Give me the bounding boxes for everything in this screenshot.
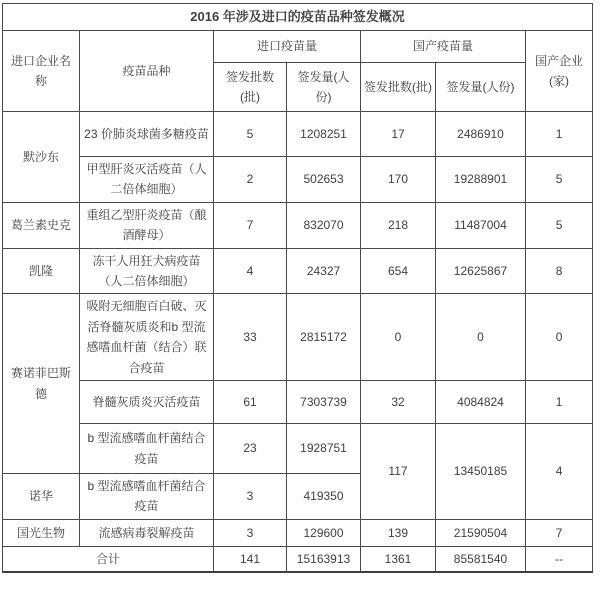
domestic-doses-cell: 4084824 (436, 381, 526, 424)
header-company: 进口企业名称 (3, 31, 80, 112)
domestic-batches-cell: 32 (361, 381, 436, 424)
header-domestic-group: 国产疫苗量 (361, 31, 526, 63)
domestic-companies-cell: 0 (526, 294, 593, 381)
domestic-companies-cell: 5 (526, 157, 593, 203)
vaccine-cell: b 型流感嗜血杆菌结合疫苗 (80, 424, 214, 474)
import-batches-cell: 61 (214, 381, 287, 424)
table-row (3, 202, 593, 248)
import-doses-cell: 832070 (287, 202, 361, 248)
total-domestic-companies-cell: -- (526, 546, 593, 572)
total-import-doses-cell: 15163913 (287, 546, 361, 572)
vaccine-cell: 23 价肺炎球菌多糖疫苗 (80, 112, 214, 157)
table-row (3, 424, 593, 474)
domestic-doses-cell: 21590504 (436, 519, 526, 546)
domestic-companies-cell: 4 (526, 424, 593, 520)
import-doses-cell: 1208251 (287, 112, 361, 157)
domestic-doses-cell: 2486910 (436, 112, 526, 157)
domestic-batches-cell: 654 (361, 248, 436, 294)
domestic-batches-cell: 218 (361, 202, 436, 248)
domestic-companies-cell: 8 (526, 248, 593, 294)
import-doses-cell: 24327 (287, 248, 361, 294)
domestic-doses-cell: 0 (436, 294, 526, 381)
domestic-companies-cell: 7 (526, 519, 593, 546)
import-doses-cell: 1928751 (287, 424, 361, 474)
company-cell: 葛兰素史克 (3, 202, 80, 248)
vaccine-issuance-table (2, 3, 593, 573)
import-doses-cell: 502653 (287, 157, 361, 203)
import-batches-cell: 23 (214, 424, 287, 474)
table-row (3, 519, 593, 546)
import-doses-cell: 419350 (287, 474, 361, 520)
title-row (3, 4, 593, 31)
header-domestic-companies: 国产企业(家) (526, 31, 593, 112)
domestic-batches-cell: 17 (361, 112, 436, 157)
vaccine-cell: b 型流感嗜血杆菌结合疫苗 (80, 474, 214, 520)
header-row-groups (3, 31, 593, 63)
table-row (3, 294, 593, 381)
domestic-doses-cell: 12625867 (436, 248, 526, 294)
table-row (3, 157, 593, 203)
header-domestic-doses: 签发量(人份) (436, 63, 526, 112)
domestic-doses-cell: 11487004 (436, 202, 526, 248)
import-doses-cell: 129600 (287, 519, 361, 546)
total-label-cell: 合计 (3, 546, 214, 572)
import-batches-cell: 5 (214, 112, 287, 157)
vaccine-cell: 吸附无细胞百白破、灭活脊髓灰质炎和b 型流感嗜血杆菌（结合）联合疫苗 (80, 294, 214, 381)
domestic-batches-cell: 0 (361, 294, 436, 381)
domestic-doses-cell: 13450185 (436, 424, 526, 520)
import-batches-cell: 33 (214, 294, 287, 381)
vaccine-cell: 流感病毒裂解疫苗 (80, 519, 214, 546)
total-domestic-doses-cell: 85581540 (436, 546, 526, 572)
header-vaccine: 疫苗品种 (80, 31, 214, 112)
vaccine-cell: 脊髓灰质炎灭活疫苗 (80, 381, 214, 424)
domestic-batches-cell: 139 (361, 519, 436, 546)
import-batches-cell: 4 (214, 248, 287, 294)
company-cell: 赛诺菲巴斯德 (3, 294, 80, 474)
table-row (3, 381, 593, 424)
import-batches-cell: 3 (214, 519, 287, 546)
vaccine-cell: 甲型肝炎灭活疫苗（人二倍体细胞） (80, 157, 214, 203)
table-row (3, 112, 593, 157)
company-cell: 凯隆 (3, 248, 80, 294)
import-doses-cell: 7303739 (287, 381, 361, 424)
company-cell: 诺华 (3, 474, 80, 520)
total-domestic-batches-cell: 1361 (361, 546, 436, 572)
import-doses-cell: 2815172 (287, 294, 361, 381)
vaccine-cell: 冻干人用狂犬病疫苗（人二倍体细胞） (80, 248, 214, 294)
domestic-companies-cell: 1 (526, 112, 593, 157)
table-row (3, 248, 593, 294)
domestic-batches-cell: 170 (361, 157, 436, 203)
total-row (3, 546, 593, 572)
domestic-batches-cell: 117 (361, 424, 436, 520)
header-import-doses: 签发量(人份) (287, 63, 361, 112)
import-batches-cell: 3 (214, 474, 287, 520)
header-import-group: 进口疫苗量 (214, 31, 361, 63)
table-title: 2016 年涉及进口的疫苗品种签发概况 (3, 4, 593, 31)
header-domestic-batches: 签发批数(批) (361, 63, 436, 112)
company-cell: 默沙东 (3, 112, 80, 203)
import-batches-cell: 2 (214, 157, 287, 203)
company-cell: 国光生物 (3, 519, 80, 546)
header-import-batches: 签发批数(批) (214, 63, 287, 112)
import-batches-cell: 7 (214, 202, 287, 248)
vaccine-cell: 重组乙型肝炎疫苗（酿酒酵母） (80, 202, 214, 248)
total-import-batches-cell: 141 (214, 546, 287, 572)
domestic-companies-cell: 1 (526, 381, 593, 424)
domestic-companies-cell: 5 (526, 202, 593, 248)
domestic-doses-cell: 19288901 (436, 157, 526, 203)
